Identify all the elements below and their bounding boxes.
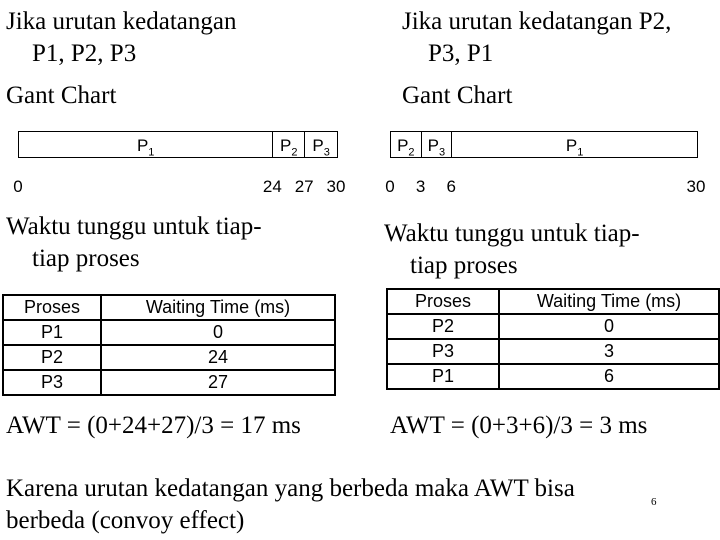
left-wait-line2: tiap proses xyxy=(32,245,140,272)
left-gantt-chart xyxy=(18,131,338,158)
table-header-waiting-time: Waiting Time (ms) xyxy=(101,295,335,320)
gantt-tick-label: 0 xyxy=(13,177,23,196)
gantt-tick-label: 24 xyxy=(262,177,282,196)
gantt-segment-label: $P_3$ xyxy=(312,136,330,159)
conclusion-line2: berbeda (convoy effect) xyxy=(6,507,245,534)
table-cell-waiting-time: 6 xyxy=(499,364,719,389)
right-gantt-chart xyxy=(390,131,698,158)
gantt-segment-label: $P_2$ xyxy=(397,136,415,159)
table-row xyxy=(3,320,335,345)
gantt-segment-label: $P_2$ xyxy=(280,136,298,159)
table-header-row xyxy=(387,289,719,314)
gantt-tick-label: 6 xyxy=(446,177,456,196)
table-cell-waiting-time: 0 xyxy=(499,314,719,339)
page-number: 6 xyxy=(651,496,657,508)
gantt-segment-subscript: 2 xyxy=(408,146,415,159)
right-title-line2: P3, P1 xyxy=(428,40,494,67)
gantt-segment-subscript: 3 xyxy=(439,146,446,159)
gantt-segment-subscript: 1 xyxy=(577,146,584,159)
table-cell-waiting-time: 24 xyxy=(101,345,335,370)
gantt-tick-label: 30 xyxy=(326,177,346,196)
gantt-segment-subscript: 3 xyxy=(323,146,330,159)
table-cell-waiting-time: 27 xyxy=(101,370,335,395)
gantt-segment-p3 xyxy=(422,132,453,157)
gantt-tick-label: 30 xyxy=(686,177,706,196)
right-wait-heading xyxy=(384,218,640,282)
right-waiting-table xyxy=(386,288,720,390)
right-title xyxy=(402,6,671,70)
left-title-line2: P1, P2, P3 xyxy=(32,40,137,67)
right-gantt-ticks xyxy=(360,177,720,201)
gantt-tick-label: 0 xyxy=(385,177,395,196)
gantt-segment-subscript: 2 xyxy=(291,146,298,159)
table-header-row xyxy=(3,295,335,320)
gantt-segment-subscript: 1 xyxy=(148,146,155,159)
table-header-waiting-time: Waiting Time (ms) xyxy=(499,289,719,314)
gantt-segment-p3 xyxy=(305,132,337,157)
right-awt: AWT = (0+3+6)/3 = 3 ms xyxy=(390,412,648,439)
table-row xyxy=(387,364,719,389)
table-row xyxy=(3,345,335,370)
table-row xyxy=(387,314,719,339)
gantt-segment-label: $P_1$ xyxy=(136,136,155,159)
table-cell-process: P1 xyxy=(3,320,101,345)
right-title-line1: Jika urutan kedatangan P2, xyxy=(402,8,672,35)
gantt-tick-label: 3 xyxy=(415,177,426,196)
table-cell-process: P2 xyxy=(3,345,101,370)
gantt-segment-label: $P_1$ xyxy=(565,136,584,159)
table-cell-process: P3 xyxy=(3,370,101,395)
table-row xyxy=(3,370,335,395)
table-cell-waiting-time: 0 xyxy=(101,320,335,345)
left-awt: AWT = (0+24+27)/3 = 17 ms xyxy=(6,412,301,439)
gantt-segment-p1 xyxy=(19,132,273,157)
conclusion-line1: Karena urutan kedatangan yang berbeda maka AWT bisa xyxy=(6,475,575,502)
left-waiting-table xyxy=(2,294,336,396)
table-row xyxy=(387,339,719,364)
gantt-segment-label: $P_3$ xyxy=(427,136,446,159)
right-gantt-label: Gant Chart xyxy=(402,82,513,109)
right-wait-line2: tiap proses xyxy=(410,252,518,279)
table-cell-process: P1 xyxy=(387,364,499,389)
table-cell-waiting-time: 3 xyxy=(499,339,719,364)
table-header-process: Proses xyxy=(3,295,101,320)
gantt-segment-p2 xyxy=(273,132,305,157)
gantt-segment-p1 xyxy=(452,132,697,157)
gantt-segment-p2 xyxy=(391,132,422,157)
conclusion xyxy=(6,473,575,537)
table-cell-process: P2 xyxy=(387,314,499,339)
left-title xyxy=(6,6,236,70)
left-gantt-ticks xyxy=(0,177,360,201)
left-gantt-label: Gant Chart xyxy=(6,82,117,109)
table-cell-process: P3 xyxy=(387,339,499,364)
left-title-line1: Jika urutan kedatangan xyxy=(6,8,237,35)
left-wait-line1: Waktu tunggu untuk tiap- xyxy=(6,213,262,240)
table-header-process: Proses xyxy=(387,289,499,314)
left-wait-heading xyxy=(6,211,262,275)
gantt-tick-label: 27 xyxy=(294,177,314,196)
right-wait-line1: Waktu tunggu untuk tiap- xyxy=(384,220,640,247)
